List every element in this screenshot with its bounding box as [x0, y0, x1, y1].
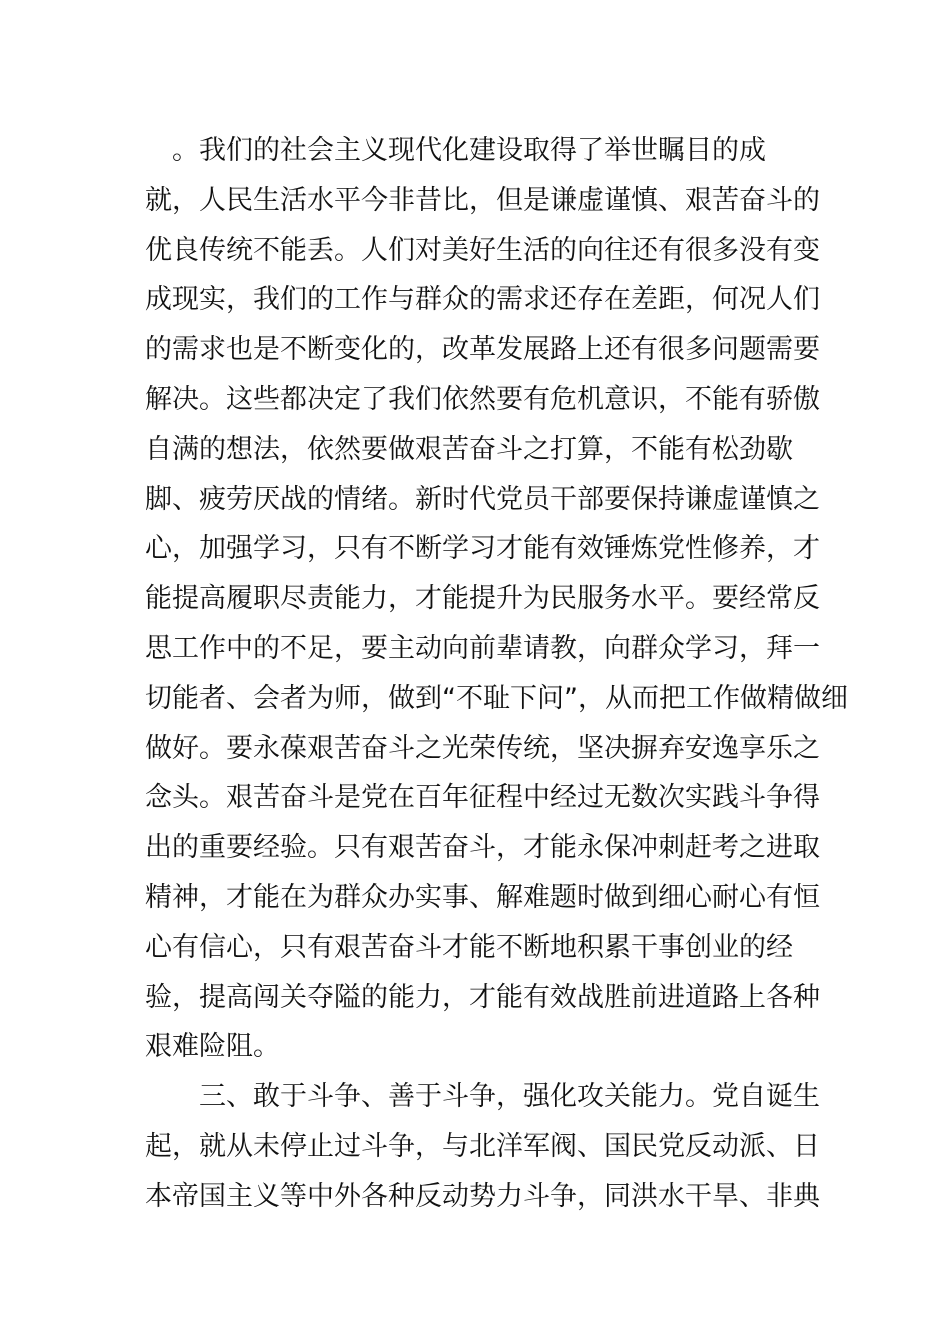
text-line: 就，人民生活水平今非昔比，但是谦虚谨慎、艰苦奋斗的	[145, 184, 820, 216]
text-line: 心，加强学习，只有不断学习才能有效锤炼党性修养，才	[145, 533, 820, 565]
text-line: 艰难险阻。	[145, 1031, 280, 1063]
text-line: 脚、疲劳厌战的情绪。新时代党员干部要保持谦虚谨慎之	[145, 483, 820, 515]
text-line: 心有信心，只有艰苦奋斗才能不断地积累干事创业的经	[145, 931, 793, 963]
text-line: 验，提高闯关夺隘的能力，才能有效战胜前进道路上各种	[145, 981, 820, 1013]
text-line: 出的重要经验。只有艰苦奋斗，才能永保冲刺赶考之进取	[145, 832, 820, 864]
text-line: 。我们的社会主义现代化建设取得了举世瞩目的成	[145, 135, 766, 166]
text-line: 思工作中的不足，要主动向前辈请教，向群众学习，拜一	[145, 632, 820, 664]
text-line: 念头。艰苦奋斗是党在百年征程中经过无数次实践斗争得	[145, 782, 820, 814]
body-text	[145, 126, 848, 1222]
section-heading-line: 三、敢于斗争、善于斗争，强化攻关能力。党自诞生	[145, 1081, 820, 1113]
text-line: 精神，才能在为群众办实事、解难题时做到细心耐心有恒	[145, 881, 820, 913]
text-line: 自满的想法，依然要做艰苦奋斗之打算，不能有松劲歇	[145, 433, 793, 465]
text-line: 能提高履职尽责能力，才能提升为民服务水平。要经常反	[145, 583, 820, 615]
text-line: 优良传统不能丢。人们对美好生活的向往还有很多没有变	[145, 234, 820, 266]
text-line: 的需求也是不断变化的，改革发展路上还有很多问题需要	[145, 334, 820, 366]
text-line: 切能者、会者为师，做到“不耻下问”，从而把工作做精做细	[145, 682, 848, 714]
text-line: 起，就从未停止过斗争，与北洋军阀、国民党反动派、日	[145, 1130, 820, 1162]
text-line: 解决。这些都决定了我们依然要有危机意识，不能有骄傲	[145, 383, 820, 415]
text-line: 成现实，我们的工作与群众的需求还存在差距，何况人们	[145, 284, 820, 316]
text-line: 本帝国主义等中外各种反动势力斗争，同洪水干旱、非典	[145, 1180, 820, 1212]
text-line: 做好。要永葆艰苦奋斗之光荣传统，坚决摒弃安逸享乐之	[145, 732, 820, 764]
